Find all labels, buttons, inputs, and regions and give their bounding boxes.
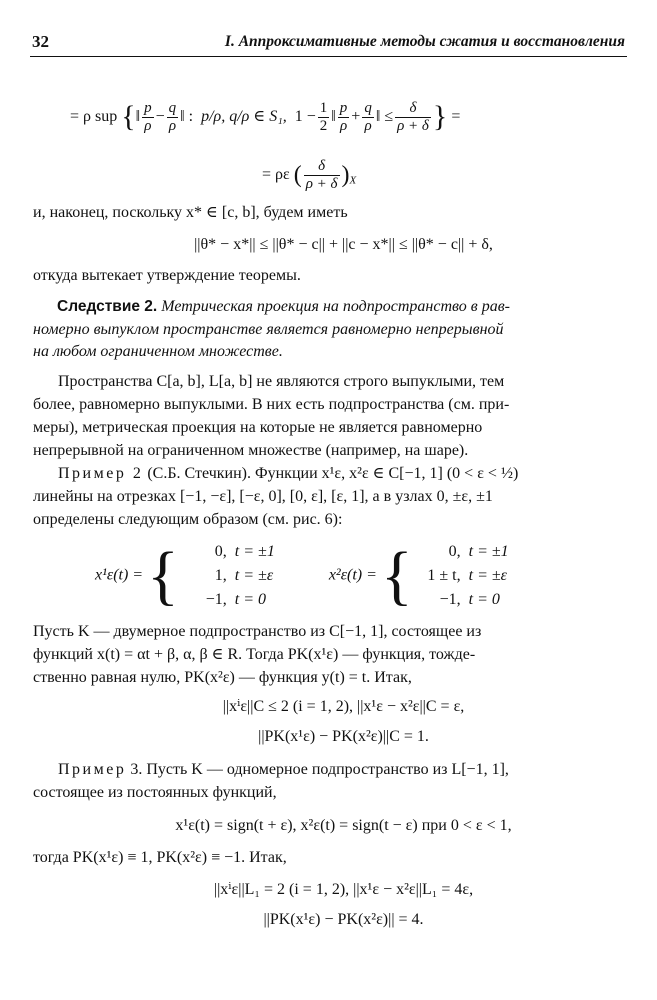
text-line: функций x(t) = αt + β, α, β ∈ R. Тогда PK(x¹ε) — функция, тожде- [33,646,476,663]
running-header [30,30,627,57]
page-number: 32 [32,32,49,51]
corollary-text: Метрическая проекция на подпространство в рав- [161,298,510,315]
example-2-label: Пример 2 [58,465,144,482]
formula-modulus-left: = ρε [262,166,290,184]
case1-label: x¹ε(t) = [95,566,144,584]
corollary-label: Следствие 2. [57,298,158,315]
paragraph-line: меры), метрическая проекция на которые не является равномерно [33,419,483,436]
example-2-line: линейны на отрезках [−1, −ε], [−ε, 0], [0, ε], [ε, 1], а в узлах 0, ±ε, ±1 [33,488,493,505]
formula-sup-left: = ρ sup [70,108,118,126]
example-3-first-line [58,760,627,780]
formula-sup-line: = ρ sup {‖ $\frac{p}{\rho}$ − $\frac{q}{\rho}$ ‖ : p/ρ, q/ρ ∈ S₁, 1 − $\frac{1}{2}$ ‖ $\frac{p}{\rho}$ + $\frac{q}{\rho}$ ‖ ≤ $\frac{\delta}{\rho + \delta}$ } = [70,100,461,134]
case1-rows: 0, t = ±1 1, t = ±ε −1, t = 0 [205,543,275,608]
paragraph-line: более, равномерно выпуклыми. В них есть подпространства (см. при- [33,396,510,413]
formula-modulus-sub: X [349,174,357,187]
corollary-line: номерно выпуклом пространстве является равномерно непрерывной [33,321,504,338]
text-line: ственно равная нулю, PK(x²ε) — функция y(t) = t. Итак, [33,669,412,686]
formula-sign-functions: x¹ε(t) = sign(t + ε), x²ε(t) = sign(t − ε) при 0 < ε < 1, [175,817,512,834]
text-line: и, наконец, поскольку x* ∈ [c, b], будем иметь [33,204,348,221]
formula-l1-norms: ||xⁱε||L₁ = 2 (i = 1, 2), ||x¹ε − x²ε||L₁ = 4ε, [213,881,474,898]
paragraph-line: Пространства C[a, b], L[a, b] не являются строго выпуклыми, тем [58,373,505,390]
formula-inequality: ||θ* − x*|| ≤ ||θ* − c|| + ||c − x*|| ≤ ||θ* − c|| + δ, [194,236,493,253]
formula-norms: ||xⁱε||C ≤ 2 (i = 1, 2), ||x¹ε − x²ε||C = ε, [222,698,465,715]
text-line: откуда вытекает утверждение теоремы. [33,267,301,284]
formula-modulus-line: = ρε ( $\frac{\delta}{\rho + \delta}$ )$_X$ [262,158,357,192]
example-3-label: Пример [58,761,127,778]
text-line: Пусть K — двумерное подпространство из C[−1, 1], состоящее из [33,623,482,640]
case2-label: x²ε(t) = [328,566,377,584]
piecewise-definition: x¹ε(t) = { 0, t = ±1 1, t = ±ε −1, t = 0 x²ε(t) = { 0, t = ±1 1 ± t, t = ±ε −1, t = 0 [95,539,509,612]
running-title: I. Аппроксимативные методы сжатия и восстановления [224,33,625,50]
example-2-line: определены следующим образом (см. рис. 6): [33,511,343,528]
corollary-first-line [57,297,627,317]
example-2-text: (С.Б. Стечкин). Функции x¹ε, x²ε ∈ C[−1, 1] (0 < ε < ½) [147,465,519,482]
case2-rows: 0, t = ±1 1 ± t, t = ±ε −1, t = 0 [427,543,509,608]
example-3-text: 3. Пусть K — одномерное подпространство из L[−1, 1], [130,761,509,778]
formula-projection-diff: ||PK(x¹ε) − PK(x²ε)||C = 1. [258,728,429,745]
formula-sup-condition: p/ρ, q/ρ ∈ S₁, [201,108,287,126]
example-2-first-line [58,464,627,484]
text-line: состоящее из постоянных функций, [33,784,277,801]
text-line: тогда PK(x¹ε) ≡ 1, PK(x²ε) ≡ −1. Итак, [33,849,287,866]
formula-sup-right: = [451,108,461,126]
formula-l1-projection: ||PK(x¹ε) − PK(x²ε)|| = 4. [263,911,424,928]
paragraph-line: непрерывной на ограниченном множестве (например, на шаре). [33,442,469,459]
corollary-line: на любом ограниченном множестве. [33,343,283,360]
